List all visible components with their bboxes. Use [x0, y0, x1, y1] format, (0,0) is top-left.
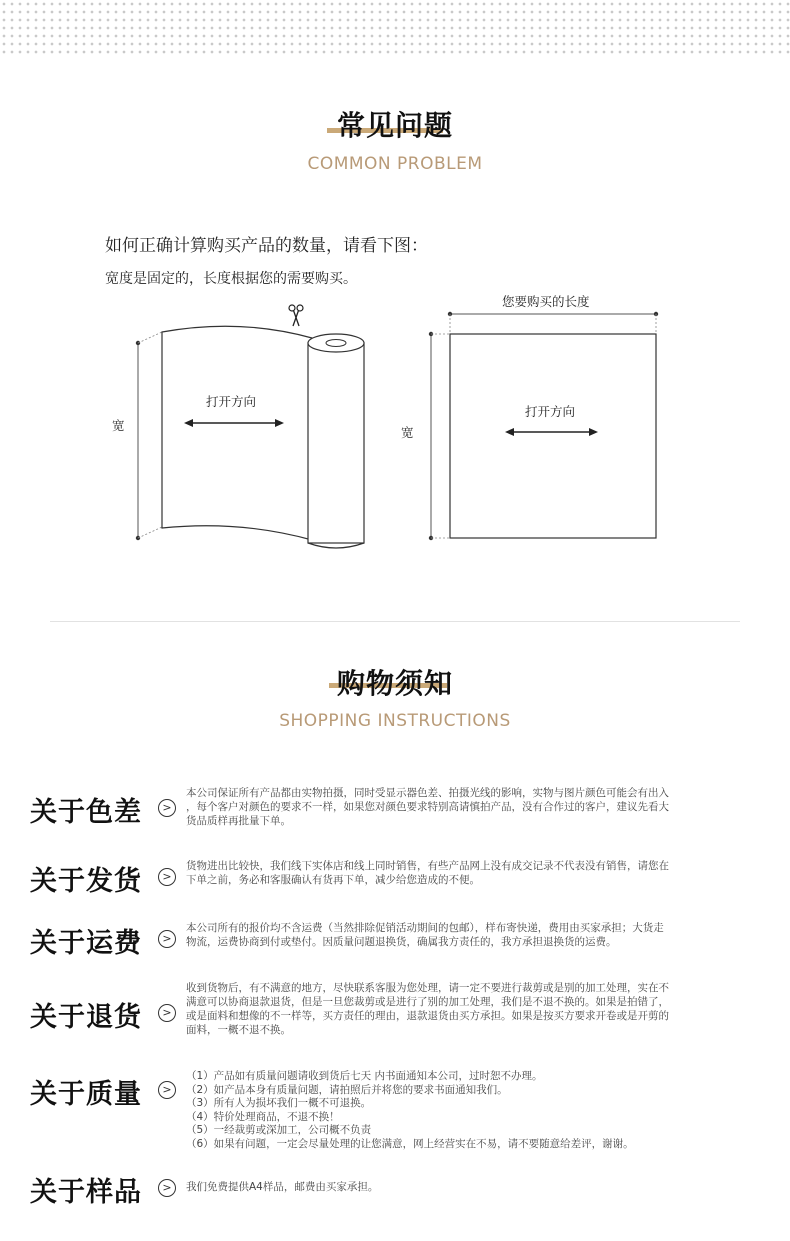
left-width-label: 宽	[112, 418, 125, 433]
item-title: 关于质量	[30, 1079, 142, 1110]
item-text: 本公司所有的报价均不含运费（当然排除促销活动期间的包邮），样布寄快递，费用由买家承担；大货走 物流，运费协商到付或垫付。因质量问题退换货，确属我方责任的，我方承担退换货的运费。	[186, 922, 664, 948]
width-note: 宽度是固定的，长度根据您的需要购买。	[105, 271, 357, 287]
sheet-diagram	[429, 312, 658, 540]
section-title-common-problem: 常见问题	[336, 109, 453, 142]
item-title: 关于样品	[30, 1177, 142, 1208]
purchase-length-label: 您要购买的长度	[502, 294, 590, 309]
roll-diagram	[136, 305, 364, 548]
right-direction-label: 打开方向	[525, 404, 576, 419]
section-title-shopping-instructions: 购物须知	[336, 667, 453, 700]
item-title: 关于发货	[30, 866, 142, 897]
item-text: （1）产品如有质量问题请收到货后七天 内书面通知本公司，过时恕不办理。 （2）如产品本身有质量问题，请拍照后并将您的要求书面通知我们。 （3）所有人为损坏我们一概不可退换。 （4）特价处理商品，不退不换！ （5）一经裁剪或深加工，公司概不负责 （6）如果有问题，一定会尽量处理的让您满意，网上经营实在不易，请不要随意给差评，谢谢。	[186, 1070, 634, 1150]
item-title: 关于色差	[30, 797, 142, 828]
item-text: 本公司保证所有产品都由实物拍摄，同时受显示器色差、拍摄光线的影响，实物与图片颜色可能会有出入 ，每个客户对颜色的要求不一样，如果您对颜色要求特别高请慎拍产品，没有合作过的客户，建议先看大 货品质样再批量下单。	[186, 787, 669, 827]
section-divider	[50, 621, 740, 622]
section-subtitle-common-problem: COMMON PROBLEM	[307, 154, 483, 174]
chevron-right-circle-icon: >	[158, 1081, 176, 1099]
scissors-icon	[289, 305, 303, 326]
right-width-label: 宽	[401, 425, 414, 440]
chevron-right-circle-icon: >	[158, 868, 176, 886]
chevron-right-circle-icon: >	[158, 799, 176, 817]
item-text: 收到货物后，有不满意的地方，尽快联系客服为您处理，请一定不要进行裁剪或是别的加工处理，实在不 满意可以协商退款退货，但是一旦您裁剪或是进行了别的加工处理，我们是不退不换的。如果是拍错了， 或是面料和想像的不一样等，买方责任的理由，退款退货由买方承担。如果是按买方要求开卷或是开剪的 面料，一概不退不换。	[186, 982, 669, 1036]
item-title: 关于退货	[30, 1002, 142, 1033]
item-text: 我们免费提供A4样品，邮费由买家承担。	[186, 1181, 379, 1193]
item-text: 货物进出比较快，我们线下实体店和线上同时销售，有些产品网上没有成交记录不代表没有销售，请您在 下单之前，务必和客服确认有货再下单，减少给您造成的不便。	[186, 860, 669, 886]
left-direction-label: 打开方向	[206, 394, 257, 409]
chevron-right-circle-icon: >	[158, 1004, 176, 1022]
item-title: 关于运费	[30, 928, 142, 959]
section-subtitle-shopping-instructions: SHOPPING INSTRUCTIONS	[279, 711, 511, 731]
chevron-right-circle-icon: >	[158, 930, 176, 948]
chevron-right-circle-icon: >	[158, 1179, 176, 1197]
intro-question: 如何正确计算购买产品的数量，请看下图：	[105, 236, 428, 256]
quantity-diagram	[0, 0, 790, 620]
